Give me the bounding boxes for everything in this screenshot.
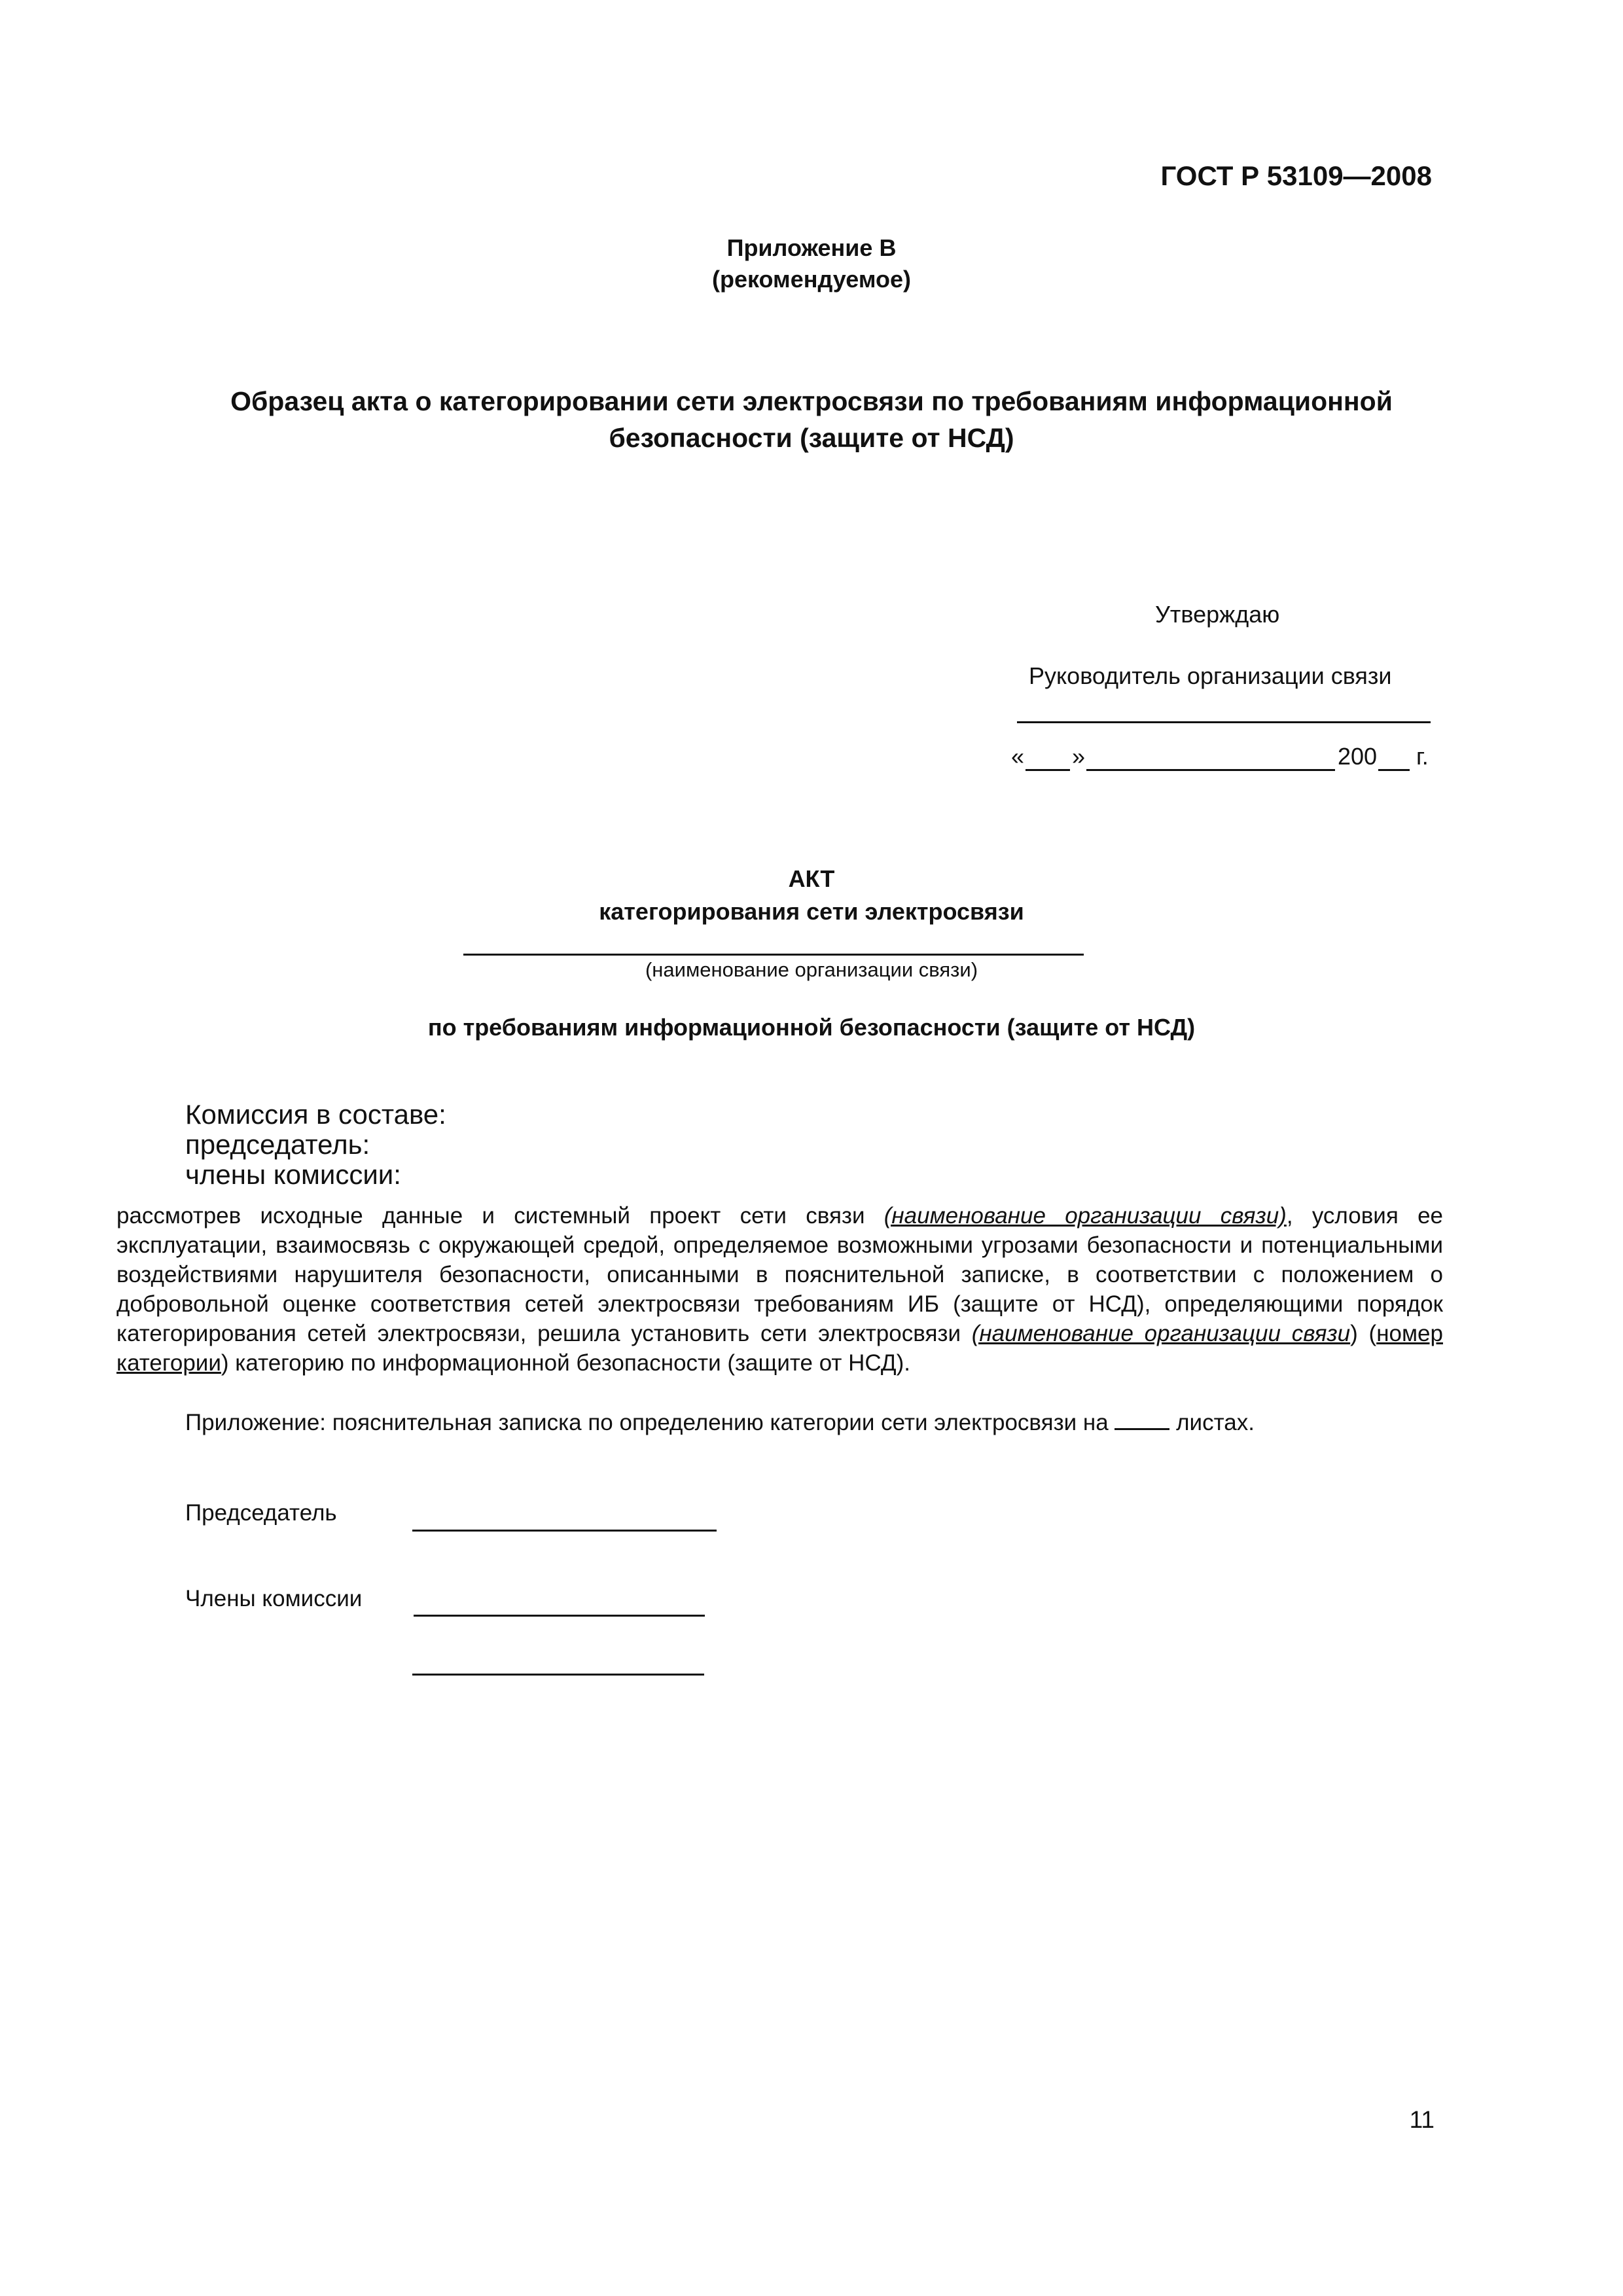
date-year-blank <box>1378 769 1410 771</box>
approver-signature-line <box>1017 721 1431 723</box>
document-code: ГОСТ Р 53109—2008 <box>1160 160 1432 191</box>
date-year-prefix: 200 <box>1338 743 1378 770</box>
date-day-blank <box>1026 769 1070 771</box>
approve-label: Утверждаю <box>1155 601 1280 628</box>
approver-role: Руководитель организации связи <box>1029 662 1392 689</box>
members-signature-label: Члены комиссии <box>185 1586 363 1611</box>
attachment-suffix: листах. <box>1169 1410 1255 1435</box>
decision-text-3: ) ( <box>1350 1321 1377 1346</box>
organization-name-caption: (наименование организации связи) <box>645 958 978 981</box>
chairman-signature-line <box>412 1530 717 1532</box>
date-month-blank <box>1086 769 1335 771</box>
page-number: 11 <box>1409 2106 1435 2133</box>
approval-date-line <box>1011 743 1436 772</box>
member-signature-line-1 <box>414 1615 705 1617</box>
member-signature-line-2 <box>412 1674 704 1676</box>
date-year-suffix: г. <box>1410 743 1429 770</box>
annex-subtitle: (рекомендуемое) <box>712 266 911 293</box>
commission-block <box>185 1100 446 1190</box>
date-open-quote: « <box>1011 743 1025 770</box>
decision-text-1: рассмотрев исходные данные и системный проект сети связи <box>116 1203 884 1229</box>
annex-title: Приложение В <box>726 234 897 261</box>
date-close-quote: » <box>1072 743 1086 770</box>
organization-name-line <box>463 954 1084 956</box>
act-subtitle: категорирования сети электросвязи <box>599 898 1024 925</box>
act-requirements: по требованиям информационной безопасности (защите от НСД) <box>427 1014 1196 1041</box>
attachment-line <box>185 1408 1255 1436</box>
decision-text-2: , условия ее эксплуатации, взаимосвязь с окружающей средой, определяемое возможными угрозами безопасности и потенциальными воздействиями нарушителя безопасности, описанными в пояснительной записке, в соответствии с положением о добровольной оценке соответствия сетей электросвязи требованиям ИБ (защите от НСД), определяющими порядок категорирования сетей электросвязи, решила установить сети электросвязи <box>116 1203 1444 1346</box>
document-title-line-1: Образец акта о категорировании сети электросвязи по требованиям информационной <box>230 386 1393 416</box>
document-title <box>0 383 1623 456</box>
organization-placeholder-1: (наименование организации связи) <box>883 1203 1287 1229</box>
sheet-count-blank <box>1115 1408 1169 1430</box>
act-title: АКТ <box>788 865 835 892</box>
attachment-text: Приложение: пояснительная записка по определению категории сети электросвязи на <box>185 1410 1115 1435</box>
decision-paragraph <box>116 1201 1443 1378</box>
annex-heading <box>0 232 1623 295</box>
commission-members-label: члены комиссии: <box>185 1159 401 1190</box>
chairman-signature-label: Председатель <box>185 1500 337 1526</box>
commission-chairman-label: председатель: <box>185 1129 370 1160</box>
organization-placeholder-2: (наименование организации связи <box>971 1321 1351 1346</box>
category-number-placeholder: номер категории <box>116 1321 1443 1376</box>
document-title-line-2: безопасности (защите от НСД) <box>609 423 1014 453</box>
decision-text-4: ) категорию по информационной безопасности (защите от НСД). <box>221 1350 911 1376</box>
commission-composition: Комиссия в составе: <box>185 1099 446 1130</box>
